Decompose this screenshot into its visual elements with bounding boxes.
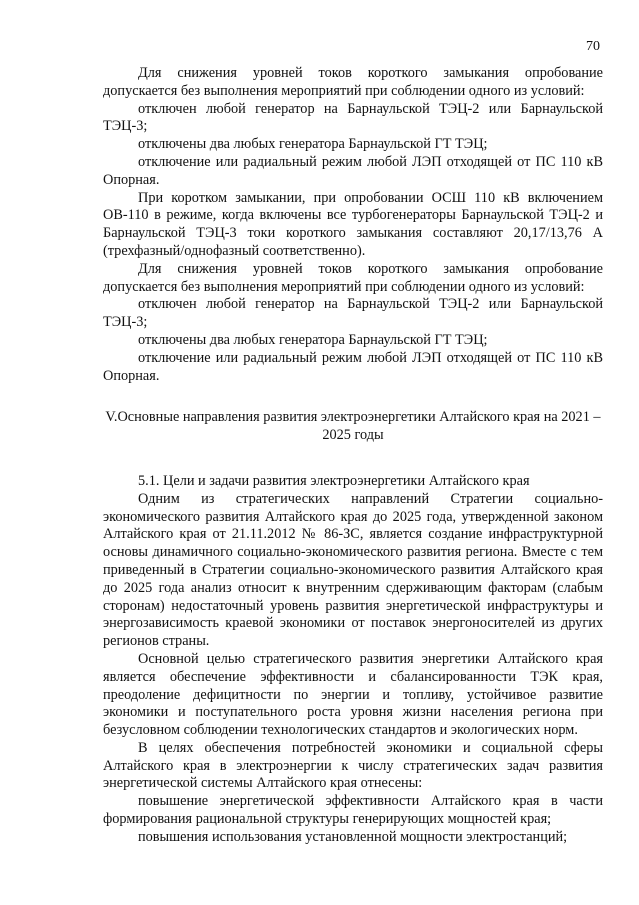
- condition-intro-2: Для снижения уровней токов короткого замыкания опробование допускается без выполнения мероприятий при соблюдении одного из условий:: [103, 260, 603, 295]
- condition-item: отключены два любых генератора Барнаульской ГТ ТЭЦ;: [138, 136, 488, 153]
- body-paragraph: Основной целью стратегического развития энергетики Алтайского края является обеспечение эффективности и сбалансированности ТЭК края, преодоление дефицитности по энергии и топливу, устойчивое развитие экономики и поступательного роста уровня жизни населения региона при безусловном соблюдении технологических стандартов и экологических норм.: [103, 650, 603, 739]
- body-paragraph: В целях обеспечения потребностей экономики и социальной сферы Алтайского края в электроэнергии к числу стратегических задач развития энергетической системы Алтайского края отнесены:: [103, 739, 603, 792]
- condition-intro-1: Для снижения уровней токов короткого замыкания опробование допускается без выполнения мероприятий при соблюдении одного из условий:: [103, 65, 603, 99]
- subsection-heading: 5.1. Цели и задачи развития электроэнергетики Алтайского края: [138, 472, 530, 489]
- section-heading: V.Основные направления развития электроэнергетики Алтайского края на 2021 – 2025 годы: [105, 409, 601, 444]
- condition-item: отключены два любых генератора Барнаульской ГТ ТЭЦ;: [138, 331, 488, 348]
- body-paragraph: Одним из стратегических направлений Стратегии социально-экономического развития Алтайского края до 2025 года, утвержденной законом Алтайского края от 21.11.2012 № 86-ЗС, является создание инфраструктурной основы динамичного социально-экономического развития региона. Вместе с тем приведенный в Стратегии социально-экономического развития Алтайского края до 2025 года анализ относит к внутренним сдерживающим факторам (слабым сторонам) недостаточный уровень развития энергетической инфраструктуры и энергозависимость краевой экономики от поставок энергоносителей из других регионов страны.: [103, 490, 603, 650]
- condition-item: отключение или радиальный режим любой ЛЭП отходящей от ПС 110 кВ Опорная.: [103, 153, 603, 188]
- condition-item: отключен любой генератор на Барнаульской ТЭЦ-2 или Барнаульской ТЭЦ-3;: [103, 296, 603, 331]
- condition-item: отключен любой генератор на Барнаульской ТЭЦ-2 или Барнаульской ТЭЦ-3;: [103, 100, 603, 135]
- document-body: [103, 65, 603, 847]
- task-item: повышение энергетической эффективности Алтайского края в части формирования рациональной структуры генерирующих мощностей края;: [103, 793, 603, 828]
- short-circuit-paragraph: При коротком замыкании, при опробовании ОСШ 110 кВ включением ОВ-110 в режиме, когда включены все турбогенераторы Барнаульской ТЭЦ-2 и Барнаульской ТЭЦ-3 токи короткого замыкания составляют 20,17/13,76 А (трехфазный/однофазный соответственно).: [103, 189, 603, 259]
- page-number: 70: [586, 39, 600, 54]
- condition-item: отключение или радиальный режим любой ЛЭП отходящей от ПС 110 кВ Опорная.: [103, 349, 603, 384]
- task-item: повышения использования установленной мощности электростанций;: [138, 828, 568, 845]
